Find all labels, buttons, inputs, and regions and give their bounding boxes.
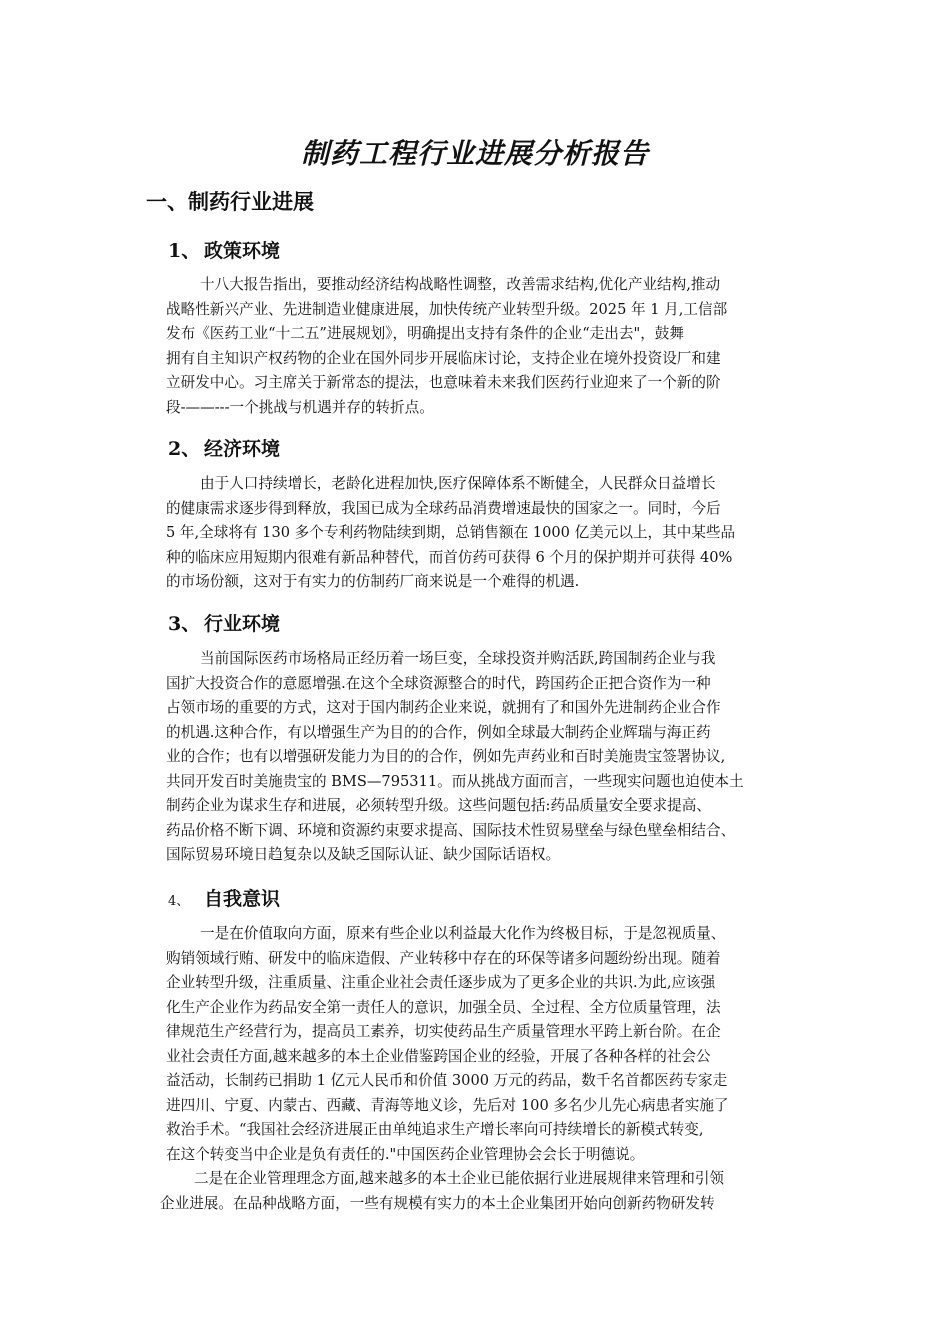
text-line: 种的临床应用短期内很难有新品种替代，而首仿药可获得 6 个月的保护期并可获得 40% (166, 548, 733, 566)
subsection-title: 行业环境 (204, 613, 281, 635)
text-line: 购销领域行贿、研发中的临床造假、产业转移中存在的环保等诸多问题纷纷出现。随着 (166, 949, 721, 967)
text-line: 的健康需求逐步得到释放，我国已成为全球药品消费增速最快的国家之一。同时，今后 (166, 499, 721, 517)
paragraph-policy (166, 273, 816, 420)
text-line: 发布《医药工业“十二五”进展规划》，明确提出支持有条件的企业“走出去"，鼓舞 (166, 325, 684, 342)
subsection-title: 经济环境 (204, 438, 281, 460)
text-line: 一是在价值取向方面，原来有些企业以利益最大化作为终极目标，于是忽视质量、 (200, 925, 726, 942)
text-line: 救治手术。“我国社会经济进展正由单纯追求生产增长率向可持续增长的新模式转变, (166, 1121, 704, 1138)
text-line: 立研发中心。习主席关于新常态的提法，也意味着未来我们医药行业迎来了一个新的阶 (166, 374, 721, 391)
text-line: 的机遇.这种合作，有以增强生产为目的的合作，例如全球最大制药企业辉瑞与海正药 (166, 723, 711, 741)
subsection-heading-policy (168, 236, 280, 263)
text-line: 5 年,全球将有 130 多个专利药物陆续到期，总销售额在 1000 亿美元以上，其中某些品 (166, 524, 736, 541)
paragraph-economy (166, 472, 816, 595)
subsection-number: 4、 (168, 894, 190, 909)
subsection-number: 3、 (168, 613, 201, 635)
text-line: 企业进展。在品种战略方面，一些有规模有实力的本土企业集团开始向创新药物研发转 (160, 1194, 715, 1212)
paragraph-industry (166, 647, 816, 868)
text-line: 共同开发百时美施贵宝的 BMS—795311。而从挑战方面而言，一些现实问题也迫使本土 (166, 772, 744, 790)
text-line: 战略性新兴产业、先进制造业健康进展，加快传统产业转型升级。2025 年 1 月,工信部 (166, 300, 728, 318)
section-heading: 一、制药行业进展 (146, 189, 314, 214)
paragraph-self-awareness (166, 922, 816, 1167)
text-line: 二是在企业管理理念方面,越来越多的本土企业已能依据行业进展规律来管理和引领 (194, 1170, 725, 1187)
text-line: 拥有自主知识产权药物的企业在国外同步开展临床讨论，支持企业在境外投资设厂和建 (166, 349, 721, 367)
text-line: 段-——---一个挑战与机遇并存的转折点。 (166, 398, 434, 416)
text-line: 由于人口持续增长，老龄化进程加快,医疗保障体系不断健全，人民群众日益增长 (200, 475, 716, 492)
subsection-title: 政策环境 (204, 240, 281, 262)
text-line: 制药企业为谋求生存和进展，必须转型升级。这些问题包括:药品质量安全要求提高、 (166, 797, 711, 814)
text-line: 药品价格不断下调、环境和资源约束要求提高、国际技术性贸易壁垒与绿色壁垒相结合、 (166, 821, 736, 839)
subsection-heading-economy (168, 434, 280, 461)
text-line: 的市场份额，这对于有实力的仿制药厂商来说是一个难得的机遇. (166, 573, 580, 590)
text-line: 业的合作；也有以增强研发能力为目的的合作，例如先声药业和百时美施贵宝签署协议, (166, 748, 726, 765)
text-line: 律规范生产经营行为，提高员工素养，切实使药品生产质量管理水平跨上新台阶。在企 (166, 1023, 721, 1040)
text-line: 十八大报告指出，要推动经济结构战略性调整，改善需求结构,优化产业结构,推动 (200, 276, 721, 293)
text-line: 国际贸易环境日趋复杂以及缺乏国际认证、缺少国际话语权。 (166, 846, 561, 863)
text-line: 益活动，长制药已捐助 1 亿元人民币和价值 3000 万元的药品，数千名首都医药专家走 (166, 1072, 728, 1089)
subsection-heading-self-awareness (168, 884, 280, 911)
text-line: 在这个转变当中企业是负有责任的."中国医药企业管理协会会长于明德说。 (166, 1145, 645, 1163)
text-line: 企业转型升级，注重质量、注重企业社会责任逐步成为了更多企业的共识.为此,应该强 (166, 974, 716, 991)
subsection-title: 自我意识 (204, 888, 281, 910)
text-line: 当前国际医药市场格局正经历着一场巨变，全球投资并购活跃,跨国制药企业与我 (200, 650, 716, 667)
text-line: 进四川、宁夏、内蒙古、西藏、青海等地义诊，先后对 100 多名少儿先心病患者实施了 (166, 1096, 729, 1114)
subsection-number: 2、 (168, 438, 201, 460)
subsection-heading-industry (168, 609, 280, 636)
paragraph-management (160, 1167, 820, 1216)
subsection-number: 1、 (168, 240, 201, 262)
text-line: 国扩大投资合作的意愿增强.在这个全球资源整合的时代，跨国药企正把合资作为一种 (166, 674, 711, 692)
document-title: 制药工程行业进展分析报告 (300, 137, 649, 170)
text-line: 业社会责任方面,越来越多的本土企业借鉴跨国企业的经验，开展了各种各样的社会公 (166, 1047, 711, 1065)
text-line: 占领市场的重要的方式，这对于国内制药企业来说，就拥有了和国外先进制药企业合作 (166, 699, 721, 716)
text-line: 化生产企业作为药品安全第一责任人的意识，加强全员、全过程、全方位质量管理，法 (166, 998, 721, 1016)
